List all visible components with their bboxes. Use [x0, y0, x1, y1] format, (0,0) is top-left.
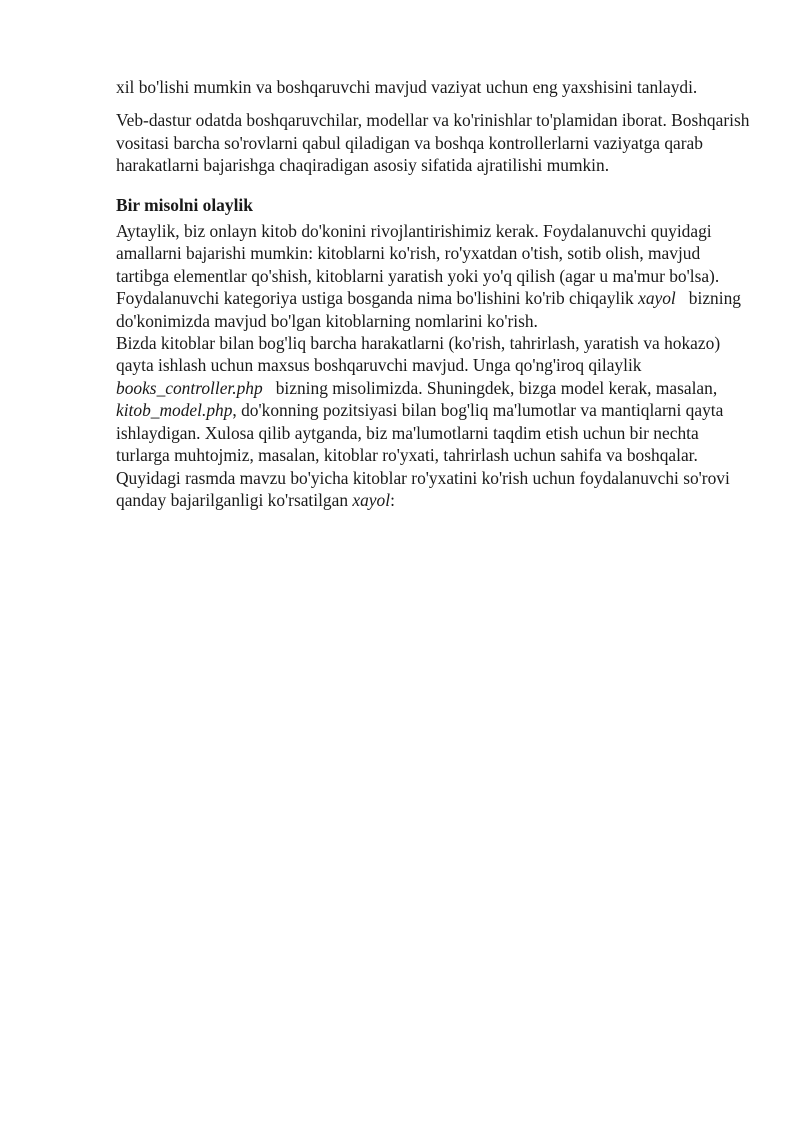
document-body [116, 76, 756, 511]
paragraph-figure-intro [116, 467, 756, 512]
text-run: : [390, 489, 395, 510]
paragraph-webapp: Veb-dastur odatda boshqaruvchilar, modellar va ko'rinishlar to'plamidan iborat. Boshqarish vositasi barcha so'rovlarni qabul qiladigan va boshqa kontrollerlarni vaziyatga qarab harakatlarni bajarishga chaqiradigan asosiy sifatida ajratilishi mumkin. [116, 110, 750, 176]
text-run: Bizda kitoblar bilan bog'liq barcha harakatlarni (ko'rish, tahrirlash, yaratish va hokazo) qayta ishlash uchun maxsus boshqaruvchi mavjud. Unga qo'ng'iroq qilaylik [116, 333, 721, 376]
section-heading: Bir misolni olaylik [116, 194, 253, 215]
paragraph-intro: xil bo'lishi mumkin va boshqaruvchi mavjud vaziyat uchun eng yaxshisini tanlaydi. [116, 77, 698, 97]
paragraph-example [116, 220, 756, 332]
paragraph-controller [116, 332, 756, 466]
text-run: Aytaylik, biz onlayn kitob do'konini rivojlantirishimiz kerak. Foydalanuvchi quyidagi amallarni bajarishi mumkin: kitoblarni ko'rish, ro'yxatdan o'tish, sotib olish, mavjud tartibga elementlar qo'shish, kitoblarni yaratish yoki yo'q qilish (agar u ma'mur bo'lsa). Foydalanuvchi kategoriya ustiga bosganda nima bo'lishini ko'rib chiqaylik [116, 221, 720, 309]
italic-filename: books_controller.php [116, 377, 263, 398]
text-run: bizning do'konimizda mavjud bo'lgan kitoblarning nomlarini ko'rish. [116, 288, 746, 331]
italic-filename: kitob_model.php [116, 400, 233, 421]
text-run: , do'konning pozitsiyasi bilan bog'liq ma'lumotlar va mantiqlarni qayta ishlaydigan. Xulosa qilib aytganda, biz ma'lumotlarni taqdim etish uchun bir nechta turlarga muhtojmiz, masalan, kitoblar ro'yxati, tahrirlash uchun sahifa va boshqalar. [116, 400, 724, 466]
italic-term: xayol [638, 288, 676, 309]
italic-term: xayol [352, 489, 391, 510]
text-run: bizning misolimizda. Shuningdek, bizga model kerak, masalan, [262, 377, 722, 398]
text-run: Quyidagi rasmda mavzu bo'yicha kitoblar ro'yxatini ko'rish uchun foydalanuvchi so'rovi qanday bajarilganligi ko'rsatilgan [116, 467, 730, 510]
